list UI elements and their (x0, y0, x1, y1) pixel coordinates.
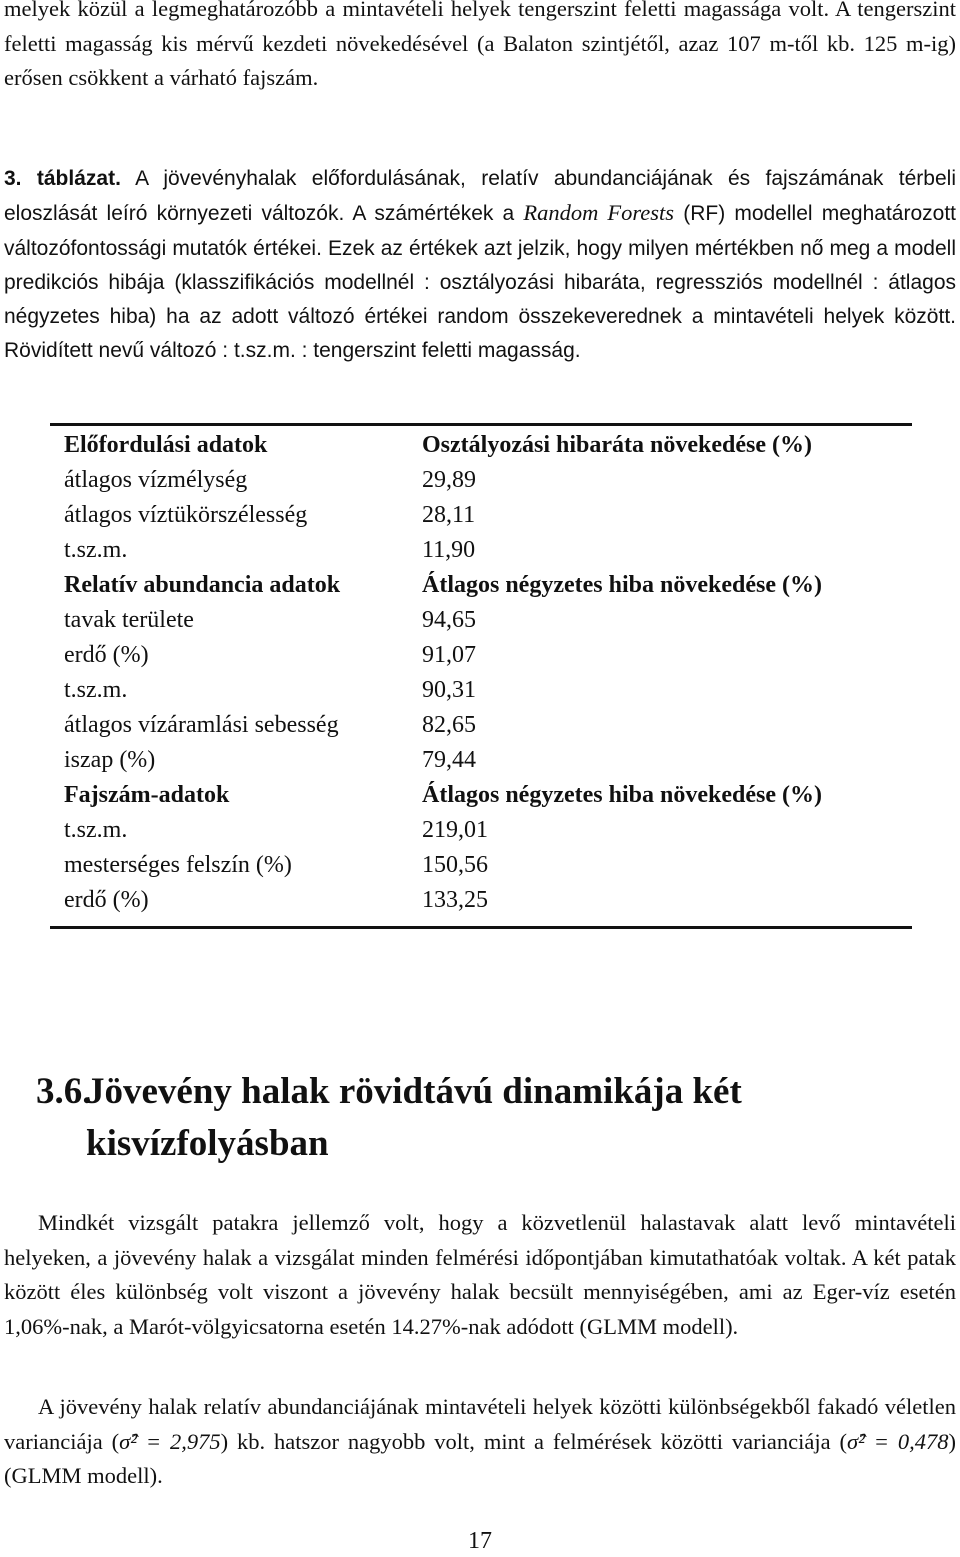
variance-formula-2: σ̂² = 0,478 (847, 1428, 949, 1454)
row-variable: erdő (%) (64, 642, 149, 668)
table-row (56, 673, 830, 708)
section-title: Jövevény halak rövidtávú dinamikája két kisvízfolyásban (86, 1071, 742, 1164)
group-header-label: Relatív abundancia adatok (64, 572, 341, 598)
table-row (56, 708, 830, 743)
row-value: 150,56 (422, 852, 488, 878)
row-value: 94,65 (422, 607, 476, 633)
caption-text-2: (RF) modellel meghatározott változófontossági mutatók értékei. Ezek az értékek azt jelzik, hogy milyen mértékben nő meg a modell predikciós hibája (klasszifikációs modellnél : osztályozási hibaráta, regressziós modellnél : átlagos négyzetes hiba) ha az adott változó értékei random összekeverednek a mintavételi helyek között. Rövidített nevű változó : t.sz.m. : tengerszint feletti magasság. (4, 202, 956, 363)
row-variable: t.sz.m. (64, 537, 128, 563)
group-header-metric: Osztályozási hibaráta növekedése (%) (422, 432, 812, 458)
row-value: 91,07 (422, 642, 476, 668)
group-header-metric: Átlagos négyzetes hiba növekedése (%) (422, 782, 822, 808)
table-row (56, 638, 830, 673)
row-variable: mesterséges felszín (%) (64, 852, 292, 878)
table-group-header (56, 778, 830, 813)
row-variable: erdő (%) (64, 887, 149, 913)
row-value: 90,31 (422, 677, 476, 703)
group-header-metric: Átlagos négyzetes hiba növekedése (%) (422, 572, 822, 598)
table-group-header (56, 428, 830, 463)
continuation-paragraph: melyek közül a legmeghatározóbb a mintavételi helyek tengerszint feletti magassága volt. A tengerszint feletti magasság kis mérvű kezdeti növekedésével (a Balaton szintjétől, azaz 107 m-től kb. 125 m-ig) erősen csökkent a várható fajszám. (4, 0, 956, 90)
paragraph2-part2: ) kb. hatszor nagyobb volt, mint a felmérések közötti varianciája ( (220, 1428, 848, 1454)
row-variable: átlagos víztükörszélesség (64, 502, 308, 528)
row-value: 82,65 (422, 712, 476, 738)
row-value: 219,01 (422, 817, 488, 843)
table-row (56, 883, 830, 918)
caption-italic: Random Forests (523, 200, 675, 226)
section-heading (36, 1066, 956, 1170)
table-caption (4, 162, 956, 369)
row-variable: átlagos vízáramlási sebesség (64, 712, 339, 738)
row-variable: iszap (%) (64, 747, 156, 773)
table-row (56, 463, 830, 498)
row-variable: átlagos vízmélység (64, 467, 248, 493)
table-row (56, 848, 830, 883)
caption-label: 3. táblázat. (4, 167, 121, 190)
table-row (56, 498, 830, 533)
paragraph2-part1: A jövevény halak relatív abundanciájának mintavételi helyek közötti különbségekből fakadó véletlen varianciája ( (4, 1394, 956, 1454)
table-row (56, 743, 830, 778)
table-row (56, 533, 830, 568)
table-group-header (56, 568, 830, 603)
row-variable: t.sz.m. (64, 677, 128, 703)
page-number: 17 (468, 1528, 492, 1554)
data-table (56, 428, 830, 918)
row-value: 79,44 (422, 747, 476, 773)
row-value: 29,89 (422, 467, 476, 493)
table-row (56, 603, 830, 638)
caption-text-1: A jövevényhalak előfordulásának, relatív abundanciájának és fajszámának térbeli eloszlását leíró környezeti változók. A számértékek a (4, 167, 956, 226)
body-paragraph-1: Mindkét vizsgált patakra jellemző volt, hogy a közvetlenül halastavak alatt levő mintavételi helyeken, a jövevény halak a vizsgálat minden felmérési időpontjában kimutathatóak voltak. A két patak között éles különbség volt viszont a jövevény halak becsült mennyiségében, ami az Eger-víz esetén 1,06%-nak, a Marót-völgyicsatorna esetén 14.27%-nak adódott (GLMM modell). (4, 1210, 956, 1339)
body-paragraph-2 (4, 1390, 956, 1494)
row-value: 133,25 (422, 887, 488, 913)
section-number: 3.6. (36, 1071, 92, 1112)
variance-formula-1: σ̂² = 2,975 (119, 1428, 221, 1454)
table-row (56, 813, 830, 848)
row-variable: tavak területe (64, 607, 194, 633)
row-value: 28,11 (422, 502, 476, 528)
group-header-label: Fajszám-adatok (64, 782, 230, 808)
row-value: 11,90 (422, 537, 476, 563)
row-variable: t.sz.m. (64, 817, 128, 843)
table-top-rule (50, 423, 912, 426)
table-bottom-rule (50, 926, 912, 929)
group-header-label: Előfordulási adatok (64, 432, 268, 458)
paragraph2-part3: ) (GLMM modell). (4, 1428, 956, 1488)
